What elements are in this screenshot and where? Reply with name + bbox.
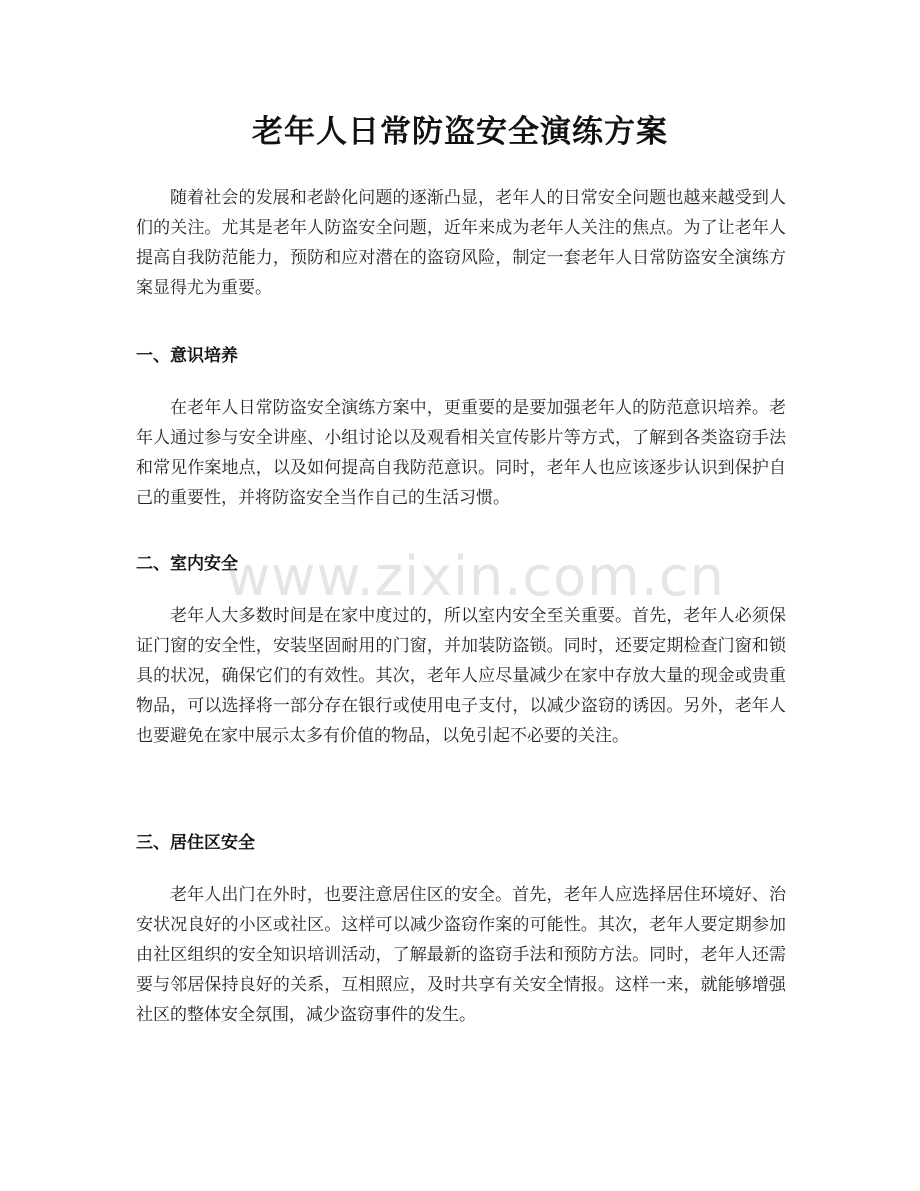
document-title: 老年人日常防盗安全演练方案 <box>252 114 668 150</box>
section-body-residential: 老年人出门在外时，也要注意居住区的安全。首先，老年人应选择居住环境好、治安状况良好的小区或社区。这样可以减少盗窃作案的可能性。其次，老年人要定期参加由社区组织的安全知识培训活动，了解最新的盗窃手法和预防方法。同时，老年人还需要与邻居保持良好的关系，互相照应，及时共享有关安全情报。这样一来，就能够增强社区的整体安全氛围，减少盗窃事件的发生。 <box>136 885 786 1025</box>
watermark-text: www.zixin.com.cn <box>226 545 725 608</box>
section-heading-awareness: 一、意识培养 <box>136 346 238 366</box>
section-heading-indoor: 二、室内安全 <box>136 554 238 574</box>
section-body-indoor: 老年人大多数时间是在家中度过的，所以室内安全至关重要。首先，老年人必须保证门窗的安全性，安装坚固耐用的门窗，并加装防盗锁。同时，还要定期检查门窗和锁具的状况，确保它们的有效性。其次，老年人应尽量减少在家中存放大量的现金或贵重物品，可以选择将一部分存在银行或使用电子支付，以减少盗窃的诱因。另外，老年人也要避免在家中展示太多有价值的物品，以免引起不必要的关注。 <box>136 606 786 746</box>
section-heading-residential: 三、居住区安全 <box>136 833 255 853</box>
section-body-awareness: 在老年人日常防盗安全演练方案中，更重要的是要加强老年人的防范意识培养。老年人通过参与安全讲座、小组讨论以及观看相关宣传影片等方式，了解到各类盗窃手法和常见作案地点，以及如何提高自我防范意识。同时，老年人也应该逐步认识到保护自己的重要性，并将防盗安全当作自己的生活习惯。 <box>136 398 786 508</box>
intro-paragraph: 随着社会的发展和老龄化问题的逐渐凸显，老年人的日常安全问题也越来越受到人们的关注。尤其是老年人防盗安全问题，近年来成为老年人关注的焦点。为了让老年人提高自我防范能力，预防和应对潜在的盗窃风险，制定一套老年人日常防盗安全演练方案显得尤为重要。 <box>136 188 786 298</box>
